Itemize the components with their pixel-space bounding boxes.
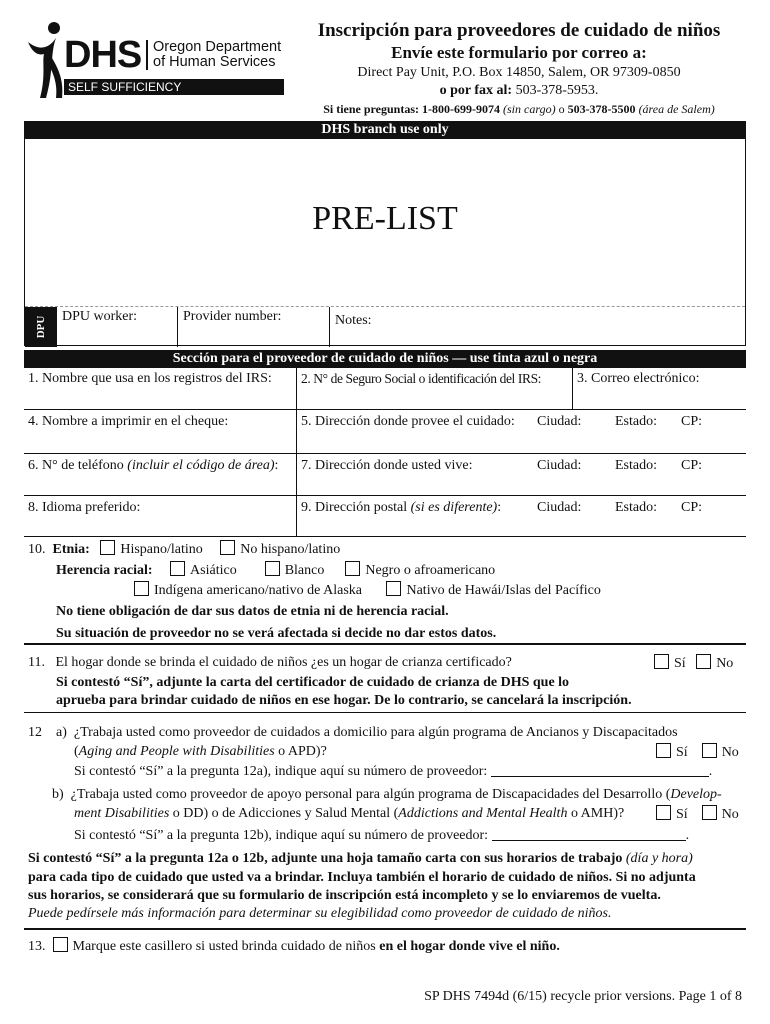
q12-a-options: Sí No [656,743,739,762]
q12-note-4: Puede pedírsele más información para determinar su elegibilidad como proveedor de cuidado de niños. [28,906,612,921]
mailing-address-field[interactable]: 9. Dirección postal (si es diferente): Ciudad: Estado: CP: [296,496,746,536]
q12-b-followup: Si contestó “Sí” a la pregunta 12b), indique aquí su número de proveedor: . [74,828,690,843]
q12-a-question-2: (Aging and People with Disabilities o APD)? [74,744,327,759]
fields-row-2 [24,410,746,454]
prelist-stamp: PRE-LIST [312,200,458,237]
form-header [294,20,744,118]
questions-line: Si tiene preguntas: 1-800-699-9074 (sin cargo) o 503-378-5500 (área de Salem) [323,102,715,116]
mail-address: Direct Pay Unit, P.O. Box 14850, Salem, OR 97309-0850 [357,65,681,80]
native-american-checkbox[interactable] [134,581,149,596]
q10-note-2: Su situación de proveedor no se verá afectada si decide no dar estos datos. [56,626,497,641]
q10-race-line: Herencia racial: Asiático Blanco Negro o afroamericano [56,563,496,578]
form-title: Inscripción para proveedores de cuidado de niños [317,20,721,41]
q10-ethnicity-line: 10. Etnia: Hispano/latino No hispano/latino [28,542,341,557]
dpu-worker-field[interactable]: DPU worker: [62,309,138,324]
q11-no-checkbox[interactable] [696,654,711,669]
q12-note-2: para cada tipo de cuidado que usted va a brindar. Incluya también el horario de cuidado de niños. Si no adjunta [28,870,696,885]
q11-yes-checkbox[interactable] [654,654,669,669]
provider-section-bar: Sección para el proveedor de cuidado de niños — use tinta azul o negra [24,350,746,368]
branch-use-bar: DHS branch use only [24,121,746,139]
q11-note-2: aprueba para brindar cuidado de niños en ese hogar. De lo contrario, se cancelará la inscripción. [56,693,632,708]
fields-row-4 [24,496,746,537]
q11-options: Sí No [654,654,733,673]
q10-race-line-2: Indígena americano/nativo de Alaska Nativo de Hawái/Islas del Pacífico [134,581,601,600]
care-address-field[interactable]: 5. Dirección donde provee el cuidado: Ciudad: Estado: CP: [296,410,746,453]
check-name-field[interactable]: 4. Nombre a imprimir en el cheque: [28,414,229,429]
q11-question: 11. El hogar donde se brinda el cuidado de niños ¿es un hogar de crianza certificado? [28,655,512,670]
divider-q13 [24,928,746,930]
dpu-tab: DPU [25,307,57,347]
fields-row-1 [24,367,746,410]
black-checkbox[interactable] [345,561,360,576]
q12-a-followup: Si contestó “Sí” a la pregunta 12a), indique aquí su número de proveedor: . [74,764,713,779]
form-subtitle: Envíe este formulario por correo a: [391,43,647,62]
branch-use-section [24,138,746,346]
form-footer: SP DHS 7494d (6/15) recycle prior versions. Page 1 of 8 [424,989,742,1004]
divider-q12 [24,712,746,713]
pacific-islander-checkbox[interactable] [386,581,401,596]
dhs-wordmark: DHS [64,34,142,76]
q10-note-1: No tiene obligación de dar sus datos de etnia ni de herencia racial. [56,604,449,619]
provider-number-field[interactable]: Provider number: [177,307,329,347]
provider-fields-grid [24,367,746,537]
q13-checkbox[interactable] [53,937,68,952]
divider-q11 [24,643,746,645]
q12b-provider-number-line[interactable] [492,827,686,841]
q12-a-question: 12 a) ¿Trabaja usted como proveedor de cuidados a domicilio para algún programa de Ancianos y Discapacitados [28,725,678,740]
home-address-field[interactable]: 7. Dirección donde usted vive: Ciudad: Estado: CP: [296,454,746,495]
department-name: Oregon Department of Human Services [146,40,281,70]
fax-line: o por fax al: 503-378-5953. [439,83,599,98]
q12-b-question: b) ¿Trabaja usted como proveedor de apoyo personal para algún programa de Discapacidades del Desarrollo (Develop- [52,787,722,802]
hispanic-checkbox[interactable] [100,540,115,555]
q12a-no-checkbox[interactable] [702,743,717,758]
q12-note-3: sus horarios, se considerará que su formulario de inscripción está incompleto y se lo enviaremos de vuelta. [28,888,661,903]
notes-field[interactable]: Notes: [329,307,747,347]
ssn-field[interactable]: 2. N° de Seguro Social o identificación del IRS: [296,367,572,409]
irs-name-field[interactable]: 1. Nombre que usa en los registros del IRS: [28,371,272,386]
email-field[interactable]: 3. Correo electrónico: [572,367,746,409]
dhs-logo [24,20,292,100]
q12-b-options: Sí No [656,805,739,824]
white-checkbox[interactable] [265,561,280,576]
asian-checkbox[interactable] [170,561,185,576]
q12-b-question-2: ment Disabilities o DD) o de Adicciones y Salud Mental (Addictions and Mental Health o AMH)? [74,806,625,821]
q12a-provider-number-line[interactable] [491,763,709,777]
phone-field[interactable]: 6. N° de teléfono (incluir el código de área): [28,458,279,473]
q12a-yes-checkbox[interactable] [656,743,671,758]
self-sufficiency-band: SELF SUFFICIENCY [64,79,284,95]
q12b-yes-checkbox[interactable] [656,805,671,820]
non-hispanic-checkbox[interactable] [220,540,235,555]
q13-line: 13. Marque este casillero si usted brinda cuidado de niños en el hogar donde vive el niño. [28,939,560,954]
dpu-row [25,306,745,346]
q12b-no-checkbox[interactable] [702,805,717,820]
q12-note-1: Si contestó “Sí” a la pregunta 12a o 12b, adjunte una hoja tamaño carta con sus horarios de trabajo (día y hora) [28,851,693,866]
language-field[interactable]: 8. Idioma preferido: [28,500,141,515]
fields-row-3 [24,454,746,496]
q11-note-1: Si contestó “Sí”, adjunte la carta del certificador de cuidado de crianza de DHS que lo [56,675,570,690]
